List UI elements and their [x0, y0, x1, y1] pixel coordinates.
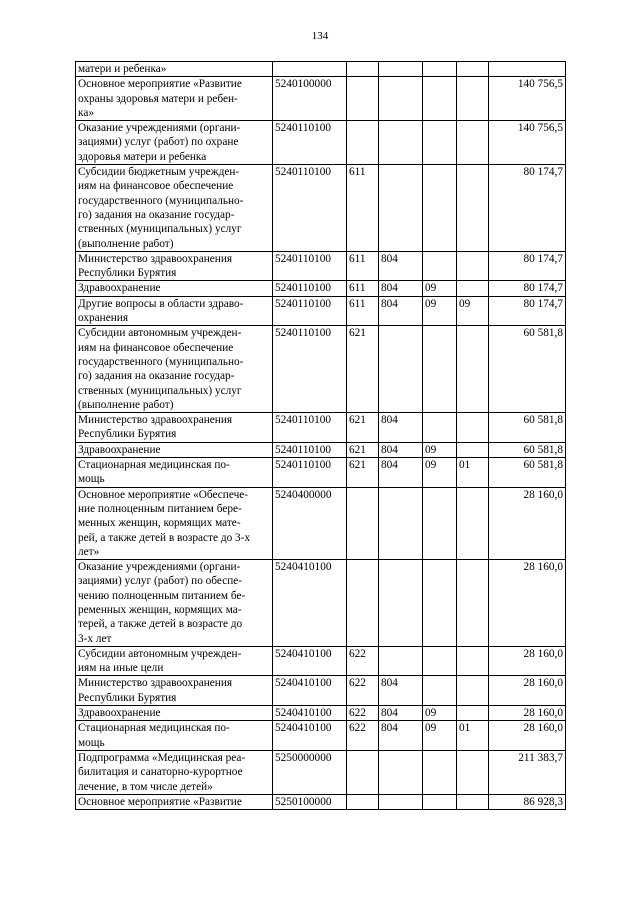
table-row	[76, 646, 566, 676]
expense-type-cell	[347, 794, 379, 809]
table-row	[76, 458, 566, 488]
ministry-code-cell: 804	[379, 676, 423, 706]
ministry-code-cell	[379, 77, 423, 121]
ministry-code-cell	[379, 62, 423, 77]
section-cell: 09	[423, 706, 457, 721]
item-name-cell: Стационарная медицинская по- мощь	[76, 721, 273, 751]
amount-cell: 28 160,0	[489, 560, 566, 647]
target-article-cell: 5240110100	[273, 251, 347, 281]
ministry-code-cell: 804	[379, 281, 423, 296]
table-row	[76, 251, 566, 281]
amount-cell: 60 581,8	[489, 413, 566, 443]
section-cell: 09	[423, 458, 457, 488]
amount-cell: 80 174,7	[489, 251, 566, 281]
table-row	[76, 560, 566, 647]
section-cell	[423, 165, 457, 252]
amount-cell: 86 928,3	[489, 794, 566, 809]
item-name-cell: Основное мероприятие «Обеспече- ние полноценным питанием бере- менных женщин, кормящих мате- рей, а также детей в возрасте до 3-х лет»	[76, 487, 273, 559]
section-cell: 09	[423, 442, 457, 457]
ministry-code-cell	[379, 165, 423, 252]
target-article-cell: 5240100000	[273, 77, 347, 121]
section-cell: 09	[423, 721, 457, 751]
ministry-code-cell	[379, 487, 423, 559]
expense-type-cell: 622	[347, 721, 379, 751]
expense-type-cell	[347, 121, 379, 165]
ministry-code-cell	[379, 646, 423, 676]
target-article-cell: 5240110100	[273, 165, 347, 252]
subsection-cell	[457, 487, 489, 559]
target-article-cell: 5240400000	[273, 487, 347, 559]
subsection-cell	[457, 413, 489, 443]
ministry-code-cell: 804	[379, 721, 423, 751]
subsection-cell	[457, 706, 489, 721]
target-article-cell: 5240410100	[273, 721, 347, 751]
table-row	[76, 77, 566, 121]
item-name-cell: Субсидии бюджетным учрежден- иям на финансовое обеспечение государственного (муниципально- го) задания на оказание государ- ственных (муниципальных) услуг (выполнение работ)	[76, 165, 273, 252]
budget-table-body	[76, 62, 566, 810]
subsection-cell: 01	[457, 721, 489, 751]
expense-type-cell: 611	[347, 296, 379, 326]
amount-cell: 140 756,5	[489, 77, 566, 121]
item-name-cell: Здравоохранение	[76, 442, 273, 457]
ministry-code-cell	[379, 794, 423, 809]
ministry-code-cell: 804	[379, 296, 423, 326]
subsection-cell	[457, 560, 489, 647]
target-article-cell: 5240110100	[273, 458, 347, 488]
expense-type-cell: 622	[347, 646, 379, 676]
section-cell	[423, 121, 457, 165]
target-article-cell: 5250000000	[273, 750, 347, 794]
expense-type-cell: 611	[347, 165, 379, 252]
section-cell	[423, 676, 457, 706]
table-row	[76, 676, 566, 706]
amount-cell: 28 160,0	[489, 676, 566, 706]
item-name-cell: Основное мероприятие «Развитие	[76, 794, 273, 809]
amount-cell	[489, 62, 566, 77]
subsection-cell	[457, 646, 489, 676]
expense-type-cell	[347, 77, 379, 121]
amount-cell: 60 581,8	[489, 458, 566, 488]
section-cell	[423, 251, 457, 281]
amount-cell: 80 174,7	[489, 296, 566, 326]
subsection-cell	[457, 77, 489, 121]
expense-type-cell	[347, 560, 379, 647]
page-number: 134	[311, 30, 329, 42]
target-article-cell: 5240410100	[273, 706, 347, 721]
table-row	[76, 326, 566, 413]
subsection-cell	[457, 251, 489, 281]
ministry-code-cell	[379, 750, 423, 794]
subsection-cell	[457, 281, 489, 296]
target-article-cell	[273, 62, 347, 77]
ministry-code-cell	[379, 560, 423, 647]
expense-type-cell: 622	[347, 706, 379, 721]
table-row	[76, 165, 566, 252]
section-cell	[423, 413, 457, 443]
ministry-code-cell: 804	[379, 706, 423, 721]
table-row	[76, 721, 566, 751]
table-row	[76, 413, 566, 443]
subsection-cell	[457, 326, 489, 413]
target-article-cell: 5240110100	[273, 121, 347, 165]
amount-cell: 211 383,7	[489, 750, 566, 794]
section-cell: 09	[423, 296, 457, 326]
amount-cell: 60 581,8	[489, 442, 566, 457]
amount-cell: 80 174,7	[489, 281, 566, 296]
expense-type-cell: 622	[347, 676, 379, 706]
item-name-cell: Министерство здравоохранения Республики Бурятия	[76, 251, 273, 281]
item-name-cell: Субсидии автономным учрежден- иям на иные цели	[76, 646, 273, 676]
ministry-code-cell: 804	[379, 442, 423, 457]
section-cell	[423, 646, 457, 676]
item-name-cell: Оказание учреждениями (органи- зациями) услуг (работ) по обеспе- чению полноценным питанием бе- ременных женщин, кормящих ма- терей, а также детей в возрасте до 3-х лет	[76, 560, 273, 647]
expense-type-cell	[347, 750, 379, 794]
section-cell: 09	[423, 281, 457, 296]
item-name-cell: матери и ребенка»	[76, 62, 273, 77]
target-article-cell: 5240110100	[273, 281, 347, 296]
subsection-cell	[457, 794, 489, 809]
target-article-cell: 5240410100	[273, 560, 347, 647]
expense-type-cell: 611	[347, 251, 379, 281]
budget-table	[75, 61, 566, 810]
item-name-cell: Подпрограмма «Медицинская реа- билитация и санаторно-курортное лечение, в том числе детей»	[76, 750, 273, 794]
target-article-cell: 5240110100	[273, 296, 347, 326]
expense-type-cell: 621	[347, 413, 379, 443]
expense-type-cell: 621	[347, 326, 379, 413]
amount-cell: 28 160,0	[489, 487, 566, 559]
item-name-cell: Стационарная медицинская по- мощь	[76, 458, 273, 488]
table-row	[76, 750, 566, 794]
ministry-code-cell: 804	[379, 458, 423, 488]
subsection-cell	[457, 165, 489, 252]
ministry-code-cell: 804	[379, 251, 423, 281]
target-article-cell: 5250100000	[273, 794, 347, 809]
section-cell	[423, 560, 457, 647]
amount-cell: 140 756,5	[489, 121, 566, 165]
table-row	[76, 281, 566, 296]
table-row	[76, 121, 566, 165]
section-cell	[423, 487, 457, 559]
subsection-cell: 09	[457, 296, 489, 326]
amount-cell: 28 160,0	[489, 721, 566, 751]
table-row	[76, 706, 566, 721]
expense-type-cell	[347, 62, 379, 77]
item-name-cell: Оказание учреждениями (органи- зациями) услуг (работ) по охране здоровья матери и ребенка	[76, 121, 273, 165]
expense-type-cell	[347, 487, 379, 559]
table-row	[76, 442, 566, 457]
amount-cell: 60 581,8	[489, 326, 566, 413]
amount-cell: 28 160,0	[489, 646, 566, 676]
table-row	[76, 62, 566, 77]
amount-cell: 28 160,0	[489, 706, 566, 721]
section-cell	[423, 794, 457, 809]
item-name-cell: Субсидии автономным учрежден- иям на финансовое обеспечение государственного (муниципально- го) задания на оказание государ- ственных (муниципальных) услуг (выполнение работ)	[76, 326, 273, 413]
section-cell	[423, 77, 457, 121]
amount-cell: 80 174,7	[489, 165, 566, 252]
table-row	[76, 296, 566, 326]
ministry-code-cell	[379, 326, 423, 413]
subsection-cell: 01	[457, 458, 489, 488]
item-name-cell: Министерство здравоохранения Республики Бурятия	[76, 676, 273, 706]
section-cell	[423, 750, 457, 794]
target-article-cell: 5240410100	[273, 676, 347, 706]
subsection-cell	[457, 750, 489, 794]
expense-type-cell: 621	[347, 442, 379, 457]
table-row	[76, 487, 566, 559]
subsection-cell	[457, 676, 489, 706]
section-cell	[423, 326, 457, 413]
item-name-cell: Здравоохранение	[76, 281, 273, 296]
target-article-cell: 5240410100	[273, 646, 347, 676]
subsection-cell	[457, 121, 489, 165]
target-article-cell: 5240110100	[273, 326, 347, 413]
expense-type-cell: 621	[347, 458, 379, 488]
table-row	[76, 794, 566, 809]
item-name-cell: Основное мероприятие «Развитие охраны здоровья матери и ребен- ка»	[76, 77, 273, 121]
expense-type-cell: 611	[347, 281, 379, 296]
subsection-cell	[457, 442, 489, 457]
item-name-cell: Здравоохранение	[76, 706, 273, 721]
ministry-code-cell: 804	[379, 413, 423, 443]
target-article-cell: 5240110100	[273, 413, 347, 443]
subsection-cell	[457, 62, 489, 77]
section-cell	[423, 62, 457, 77]
item-name-cell: Другие вопросы в области здраво- охранения	[76, 296, 273, 326]
target-article-cell: 5240110100	[273, 442, 347, 457]
item-name-cell: Министерство здравоохранения Республики Бурятия	[76, 413, 273, 443]
ministry-code-cell	[379, 121, 423, 165]
